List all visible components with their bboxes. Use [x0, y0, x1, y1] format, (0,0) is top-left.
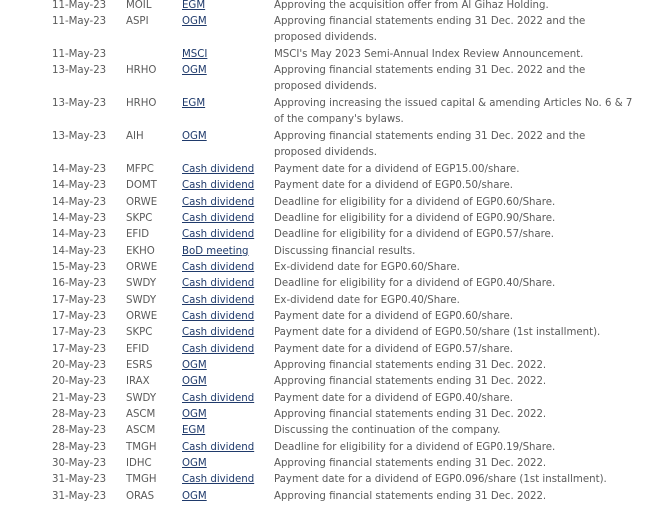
ticker-cell: ORWE: [126, 262, 158, 273]
description-cell: Approving financial statements ending 31 Dec. 2022 and the proposed dividends.: [274, 16, 586, 44]
description-cell: Approving financial statements ending 31 Dec. 2022.: [274, 491, 547, 502]
date-cell: 13-May-23: [52, 65, 107, 76]
description-cell: MSCI's May 2023 Semi-Annual Index Review Announcement.: [274, 49, 584, 60]
description-cell: Deadline for eligibility for a dividend of EGP0.90/Share.: [274, 213, 556, 224]
ticker-cell: ORWE: [126, 311, 158, 322]
event-link[interactable]: Cash dividend: [182, 393, 255, 404]
ticker-cell: TMGH: [126, 442, 157, 453]
ticker-cell: EFID: [126, 344, 150, 355]
event-link[interactable]: Cash dividend: [182, 278, 255, 289]
ticker-cell: ASCM: [126, 409, 156, 420]
event-link[interactable]: Cash dividend: [182, 344, 255, 355]
event-link[interactable]: OGM: [182, 65, 207, 76]
description-cell: Ex-dividend date for EGP0.60/Share.: [274, 262, 460, 273]
date-cell: 11-May-23: [52, 0, 107, 11]
ticker-cell: EFID: [126, 229, 150, 240]
event-link[interactable]: BoD meeting: [182, 246, 249, 257]
ticker-cell: SWDY: [126, 393, 157, 404]
event-link[interactable]: OGM: [182, 16, 207, 27]
description-cell: Approving financial statements ending 31 Dec. 2022 and the proposed dividends.: [274, 65, 586, 93]
description-cell: Deadline for eligibility for a dividend of EGP0.60/Share.: [274, 197, 556, 208]
date-cell: 17-May-23: [52, 311, 107, 322]
event-link[interactable]: EGM: [182, 98, 206, 109]
ticker-cell: ASPI: [126, 16, 149, 27]
description-cell: Deadline for eligibility for a dividend of EGP0.57/share.: [274, 229, 555, 240]
date-cell: 17-May-23: [52, 295, 107, 306]
description-cell: Approving the acquisition offer from Al Gihaz Holding.: [274, 0, 549, 11]
date-cell: 14-May-23: [52, 164, 107, 175]
description-cell: Payment date for a dividend of EGP15.00/share.: [274, 164, 520, 175]
date-cell: 20-May-23: [52, 376, 107, 387]
date-cell: 11-May-23: [52, 16, 107, 27]
event-link[interactable]: Cash dividend: [182, 311, 255, 322]
event-link[interactable]: Cash dividend: [182, 197, 255, 208]
description-cell: Ex-dividend date for EGP0.40/Share.: [274, 295, 460, 306]
description-cell: Approving increasing the issued capital & amending Articles No. 6 & 7 of the company's bylaws.: [274, 98, 633, 126]
ticker-cell: HRHO: [126, 98, 157, 109]
ticker-cell: SKPC: [126, 213, 153, 224]
date-cell: 17-May-23: [52, 344, 107, 355]
event-link[interactable]: Cash dividend: [182, 327, 255, 338]
description-cell: Payment date for a dividend of EGP0.50/share (1st installment).: [274, 327, 601, 338]
date-cell: 14-May-23: [52, 246, 107, 257]
event-link[interactable]: OGM: [182, 360, 207, 371]
event-link[interactable]: Cash dividend: [182, 442, 255, 453]
date-cell: 16-May-23: [52, 278, 107, 289]
description-cell: Deadline for eligibility for a dividend of EGP0.19/Share.: [274, 442, 556, 453]
event-link[interactable]: OGM: [182, 458, 207, 469]
event-link[interactable]: Cash dividend: [182, 164, 255, 175]
date-cell: 17-May-23: [52, 327, 107, 338]
date-cell: 30-May-23: [52, 458, 107, 469]
description-cell: Payment date for a dividend of EGP0.50/share.: [274, 180, 513, 191]
date-cell: 11-May-23: [52, 49, 107, 60]
ticker-cell: AIH: [126, 131, 144, 142]
ticker-cell: IRAX: [126, 376, 150, 387]
description-cell: Payment date for a dividend of EGP0.40/share.: [274, 393, 513, 404]
description-cell: Approving financial statements ending 31 Dec. 2022 and the proposed dividends.: [274, 131, 586, 159]
description-cell: Discussing financial results.: [274, 246, 416, 257]
ticker-cell: ORAS: [126, 491, 155, 502]
date-cell: 31-May-23: [52, 491, 107, 502]
description-cell: Approving financial statements ending 31 Dec. 2022.: [274, 458, 547, 469]
event-link[interactable]: OGM: [182, 491, 207, 502]
event-link[interactable]: Cash dividend: [182, 262, 255, 273]
description-cell: Payment date for a dividend of EGP0.60/share.: [274, 311, 513, 322]
date-cell: 28-May-23: [52, 442, 107, 453]
ticker-cell: ASCM: [126, 425, 156, 436]
ticker-cell: MOIL: [126, 0, 152, 11]
description-cell: Approving financial statements ending 31 Dec. 2022.: [274, 376, 547, 387]
event-link[interactable]: Cash dividend: [182, 295, 255, 306]
date-cell: 14-May-23: [52, 180, 107, 191]
date-cell: 31-May-23: [52, 474, 107, 485]
date-cell: 13-May-23: [52, 98, 107, 109]
ticker-cell: SKPC: [126, 327, 153, 338]
description-cell: Deadline for eligibility for a dividend of EGP0.40/Share.: [274, 278, 556, 289]
event-link[interactable]: OGM: [182, 409, 207, 420]
ticker-cell: IDHC: [126, 458, 152, 469]
date-cell: 15-May-23: [52, 262, 107, 273]
ticker-cell: EKHO: [126, 246, 155, 257]
ticker-cell: ORWE: [126, 197, 158, 208]
date-cell: 20-May-23: [52, 360, 107, 371]
description-cell: Approving financial statements ending 31 Dec. 2022.: [274, 409, 547, 420]
description-cell: Approving financial statements ending 31 Dec. 2022.: [274, 360, 547, 371]
event-link[interactable]: MSCI: [182, 49, 208, 60]
ticker-cell: ESRS: [126, 360, 153, 371]
description-cell: Payment date for a dividend of EGP0.57/share.: [274, 344, 513, 355]
event-link[interactable]: Cash dividend: [182, 474, 255, 485]
description-cell: Payment date for a dividend of EGP0.096/share (1st installment).: [274, 474, 607, 485]
ticker-cell: HRHO: [126, 65, 157, 76]
date-cell: 14-May-23: [52, 213, 107, 224]
event-link[interactable]: Cash dividend: [182, 180, 255, 191]
date-cell: 14-May-23: [52, 229, 107, 240]
description-cell: Discussing the continuation of the company.: [274, 425, 501, 436]
event-link[interactable]: Cash dividend: [182, 229, 255, 240]
date-cell: 28-May-23: [52, 409, 107, 420]
event-link[interactable]: OGM: [182, 131, 207, 142]
event-link[interactable]: Cash dividend: [182, 213, 255, 224]
ticker-cell: MFPC: [126, 164, 154, 175]
ticker-cell: DOMT: [126, 180, 157, 191]
date-cell: 21-May-23: [52, 393, 107, 404]
date-cell: 28-May-23: [52, 425, 107, 436]
date-cell: 13-May-23: [52, 131, 107, 142]
ticker-cell: SWDY: [126, 295, 157, 306]
ticker-cell: TMGH: [126, 474, 157, 485]
date-cell: 14-May-23: [52, 197, 107, 208]
ticker-cell: SWDY: [126, 278, 157, 289]
event-link[interactable]: EGM: [182, 425, 206, 436]
event-link[interactable]: EGM: [182, 0, 206, 11]
event-link[interactable]: OGM: [182, 376, 207, 387]
